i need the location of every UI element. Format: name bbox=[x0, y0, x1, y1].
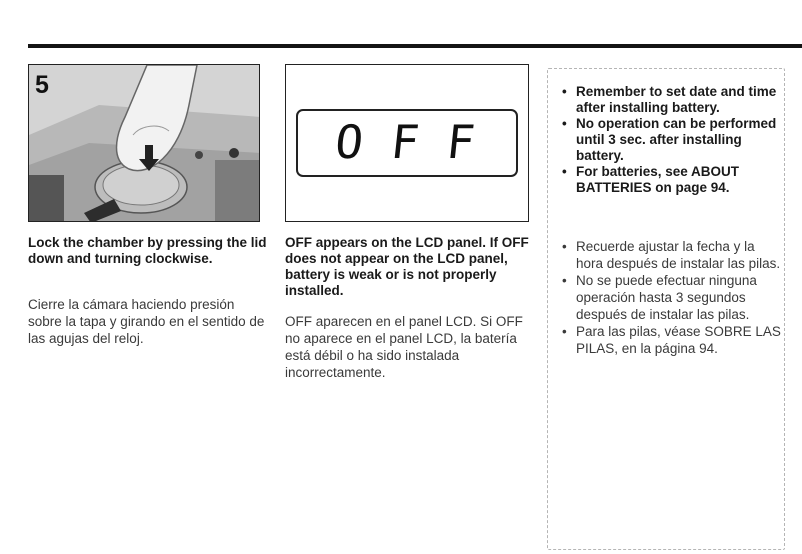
list-item: • No operation can be performed until 3 sec. after installing battery. bbox=[562, 116, 777, 164]
battery-lid-photo bbox=[28, 64, 260, 222]
lcd-instruction-es: OFF aparecen en el panel LCD. Si OFF no aparece en el panel LCD, la batería está débil o ha sido instalada incorrectamente. bbox=[285, 314, 523, 380]
lcd-display-text: OFF bbox=[332, 115, 506, 169]
lcd-instruction-en: OFF appears on the LCD panel. If OFF does not appear on the LCD panel, battery is weak or is not properly installed. bbox=[285, 235, 529, 298]
lcd-panel bbox=[296, 109, 518, 177]
top-rule bbox=[28, 44, 802, 48]
notes-list-en bbox=[562, 84, 777, 196]
list-item: • Remember to set date and time after installing battery. bbox=[562, 84, 777, 116]
list-item: • Recuerde ajustar la fecha y la hora después de instalar las pilas. bbox=[562, 238, 784, 272]
step-instruction-en: Lock the chamber by pressing the lid down and turning clockwise. bbox=[28, 235, 267, 266]
list-item: • No se puede efectuar ninguna operación hasta 3 segundos después de instalar las pilas. bbox=[562, 272, 784, 323]
list-item: • For batteries, see ABOUT BATTERIES on page 94. bbox=[562, 164, 777, 196]
step-instruction-es: Cierre la cámara haciendo presión sobre la tapa y girando en el sentido de las agujas del reloj. bbox=[28, 297, 265, 346]
lcd-illustration bbox=[285, 64, 529, 222]
notes-list-es bbox=[562, 238, 784, 357]
camera-battery-lid-photo bbox=[29, 65, 260, 222]
list-item: • Para las pilas, véase SOBRE LAS PILAS, en la página 94. bbox=[562, 323, 784, 357]
step-number: 5 bbox=[35, 71, 49, 99]
